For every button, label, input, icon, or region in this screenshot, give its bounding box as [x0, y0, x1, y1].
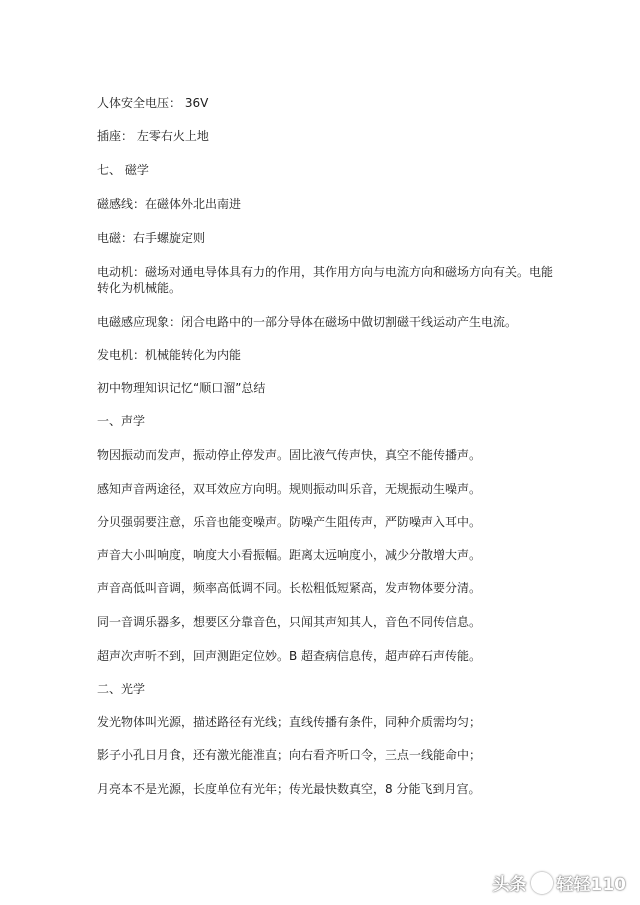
section-heading: 一、声学 — [97, 414, 146, 428]
verse-line: 物因振动而发声，振动停止停发声。固比液气传声快，真空不能传播声。 — [97, 448, 482, 462]
section-heading: 七、 磁学 — [97, 163, 149, 177]
watermark-prefix: 头条 — [492, 875, 527, 895]
text-line: 插座： 左零右火上地 — [97, 129, 209, 143]
at-icon — [531, 872, 553, 894]
watermark-handle: 轻轻110 — [556, 875, 626, 895]
verse-line: 感知声音两途径，双耳效应方向明。规则振动叫乐音，无规振动生噪声。 — [97, 482, 482, 496]
verse-line: 发光物体叫光源，描述路径有光线；直线传播有条件，同种介质需均匀； — [97, 715, 482, 729]
verse-line: 月亮本不是光源，长度单位有光年；传光最快数真空，8 分能飞到月宫。 — [97, 782, 481, 796]
section-heading: 二、光学 — [97, 682, 146, 696]
verse-line: 超声次声听不到，回声测距定位妙。B 超查病信息传，超声碎石声传能。 — [97, 649, 482, 663]
verse-line: 声音高低叫音调，频率高低调不同。长松粗低短紧高，发声物体要分清。 — [97, 581, 482, 595]
subtitle: 初中物理知识记忆“顺口溜”总结 — [97, 381, 266, 395]
watermark — [493, 870, 627, 895]
text-line: 发电机：机械能转化为内能 — [97, 348, 242, 362]
text-line: 磁感线：在磁体外北出南进 — [97, 197, 242, 211]
text-line: 电磁：右手螺旋定则 — [97, 231, 206, 245]
verse-line: 同一音调乐器多，想要区分靠音色，只闻其声知其人，音色不同传信息。 — [97, 615, 482, 629]
text-line: 人体安全电压： 36V — [97, 96, 209, 110]
text-paragraph: 电动机：磁场对通电导体具有力的作用，其作用方向与电流方向和磁场方向有关。电能转化为机械能。 — [97, 265, 554, 295]
verse-line: 影子小孔日月食，还有激光能准直；向右看齐听口令，三点一线能命中； — [97, 748, 482, 762]
verse-line: 分贝强弱要注意，乐音也能变噪声。防噪产生阻传声，严防噪声入耳中。 — [97, 515, 482, 529]
text-line: 电磁感应现象：闭合电路中的一部分导体在磁场中做切割磁干线运动产生电流。 — [97, 315, 518, 329]
verse-line: 声音大小叫响度，响度大小看振幅。距离太远响度小，减少分散增大声。 — [97, 548, 482, 562]
